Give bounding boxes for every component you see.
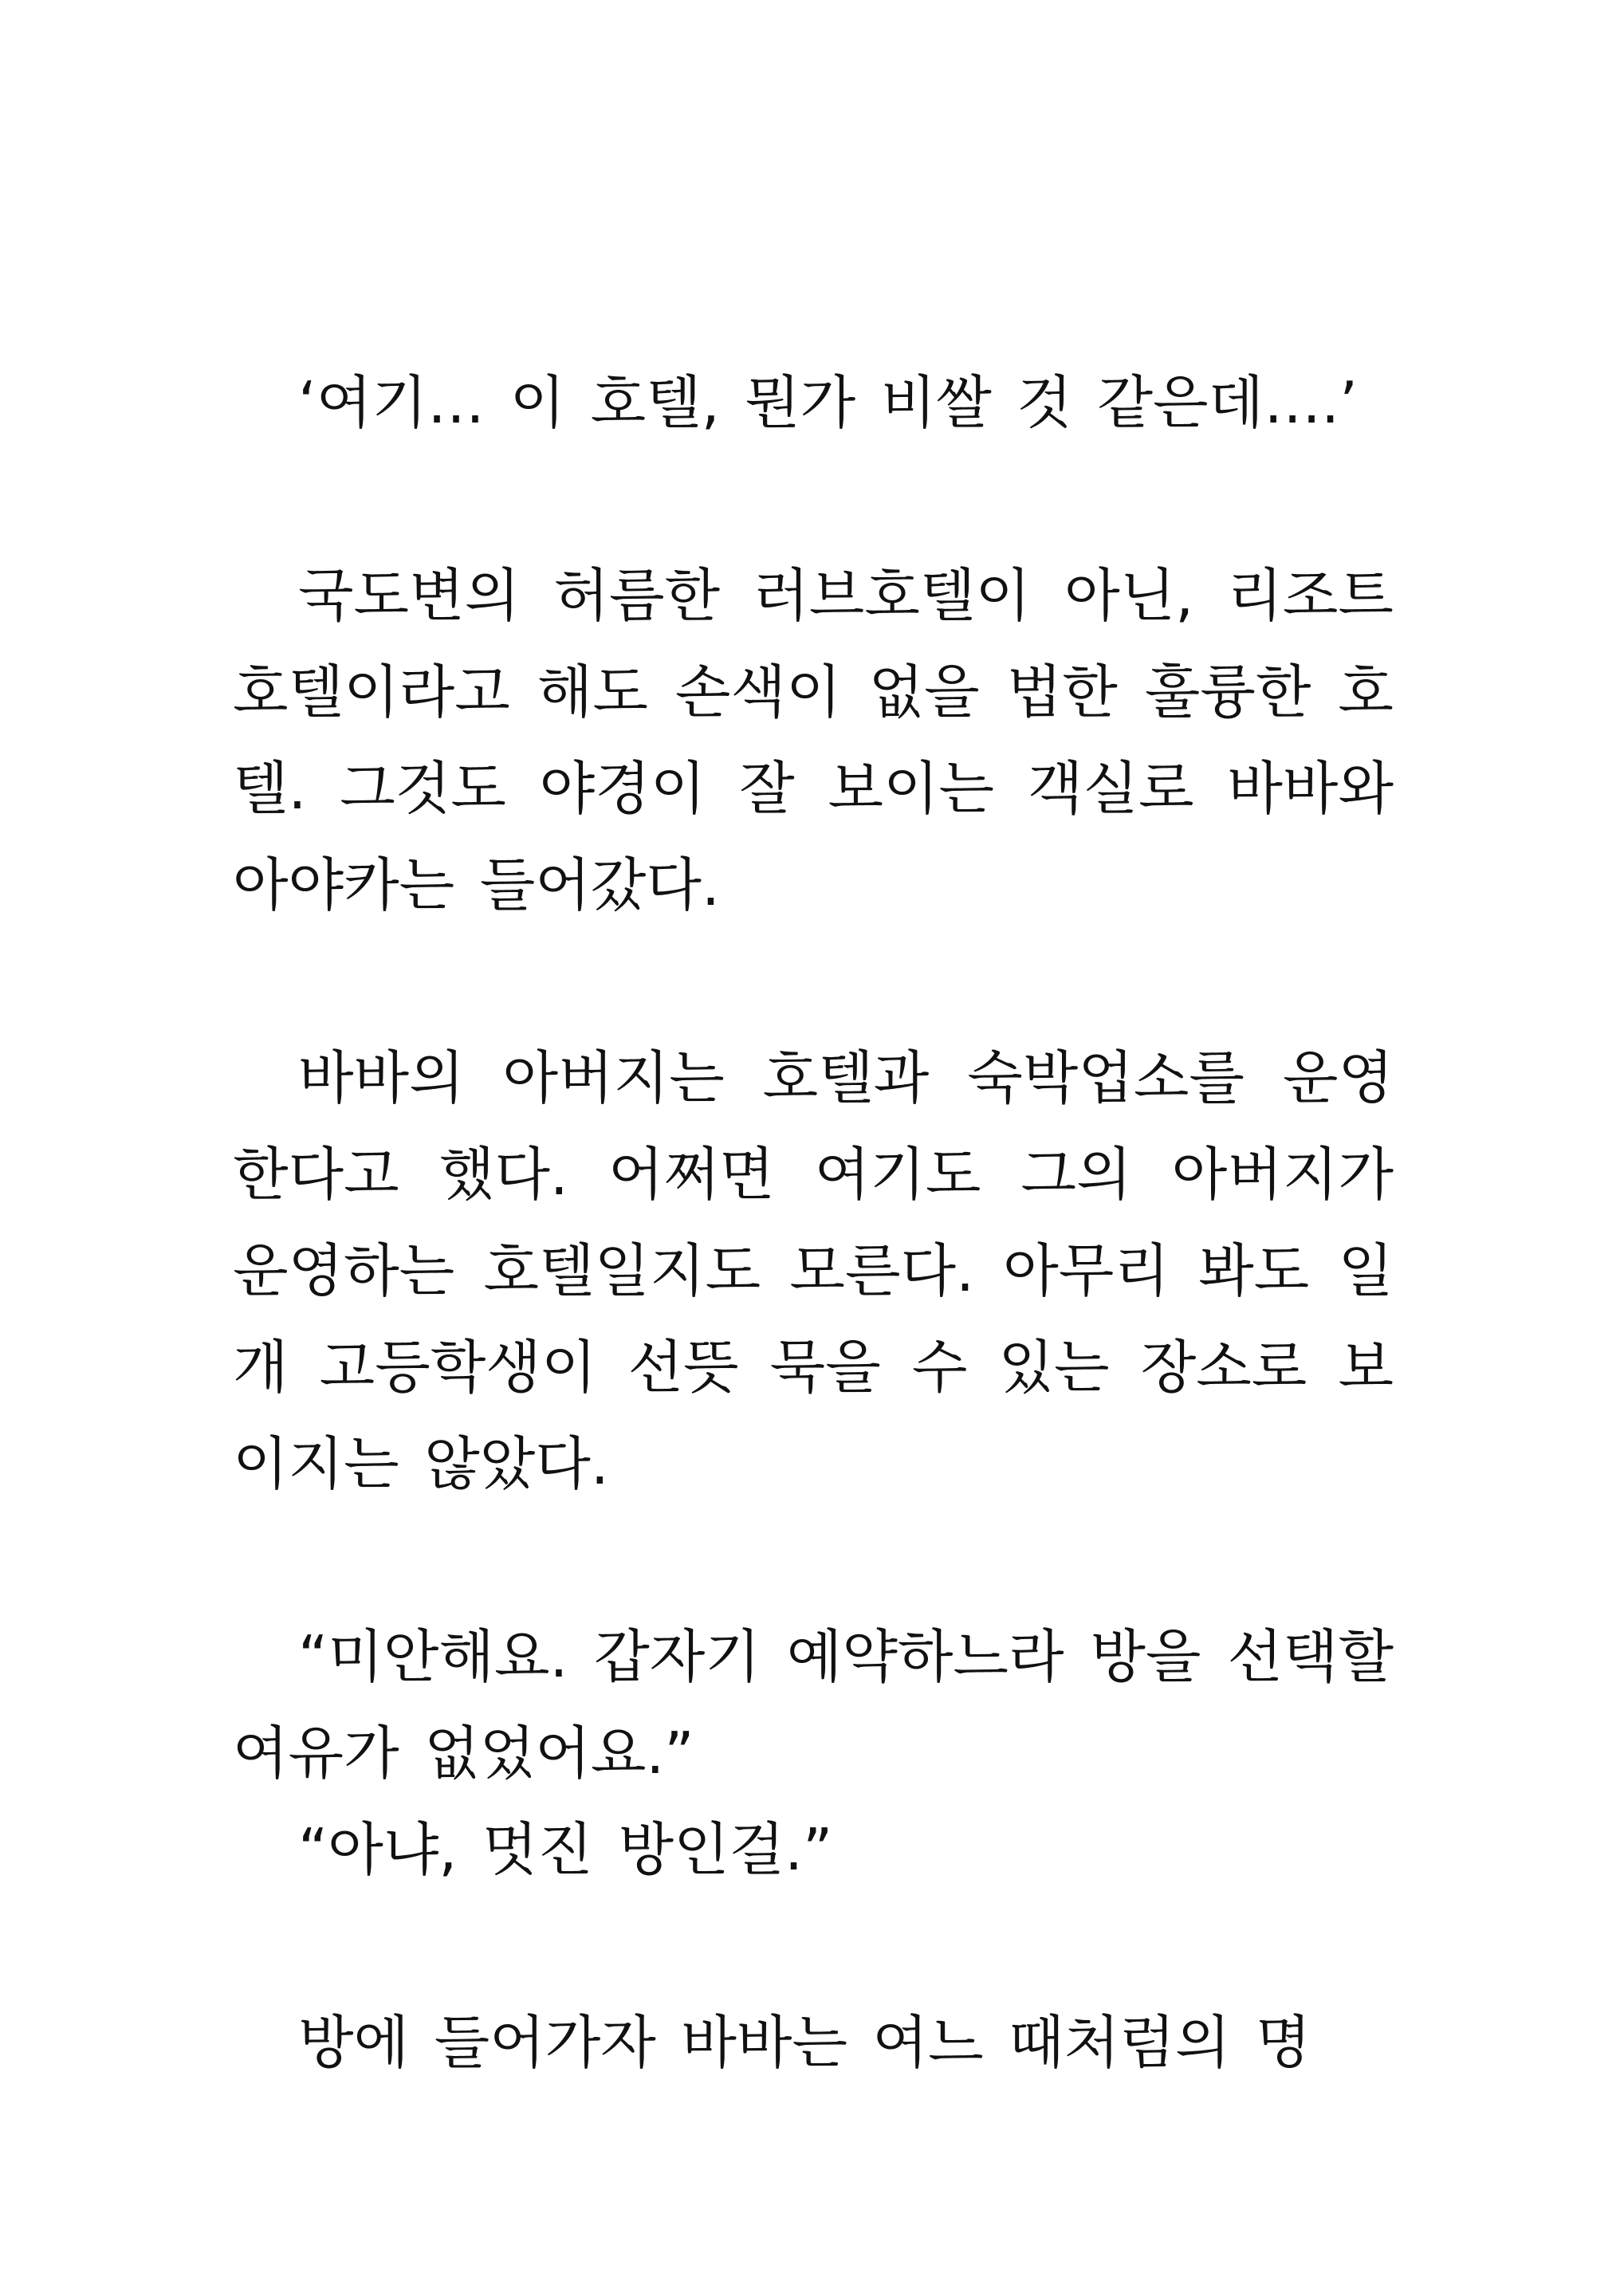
paragraph-gap xyxy=(233,934,1394,1030)
paragraph-4: “미안해요. 갑자기 예약하느라 방을 선택할 여유가 없었어요.” xyxy=(233,1623,1394,1787)
paragraph-6: 방에 들어가자 바바는 여느 때처럼의 명 xyxy=(298,2009,1311,2076)
paragraph-gap xyxy=(233,1898,1394,1995)
body-text xyxy=(233,355,1394,2091)
paragraph-5: “아냐, 멋진 방인걸.” xyxy=(298,1816,833,1883)
paragraph-gap xyxy=(233,1512,1394,1609)
paragraph-2: 국도변의 허름한 러브호텔이 아닌, 리조트 호텔이라고 해도 손색이 없을 법한 훌륭한 호텔. 그것도 야경이 잘 보이는 객실로 바바와 아야카는 들어갔다. xyxy=(233,562,1394,918)
paragraph-3: 바바의 아버지는 호텔과 숙박업소를 운영한다고 했다. 어쩌면 여기도 그의 아버지가 운영하는 호텔일지도 모른다. 아무리 봐도 일개 고등학생이 선뜻 묵을 수 있는 장소로 보이지는 않았다. xyxy=(233,1044,1394,1497)
paragraph-gap xyxy=(233,451,1394,548)
paragraph-1: ‘여기… 이 호텔, 뭔가 비쌀 것 같은데….’ xyxy=(298,369,1358,436)
